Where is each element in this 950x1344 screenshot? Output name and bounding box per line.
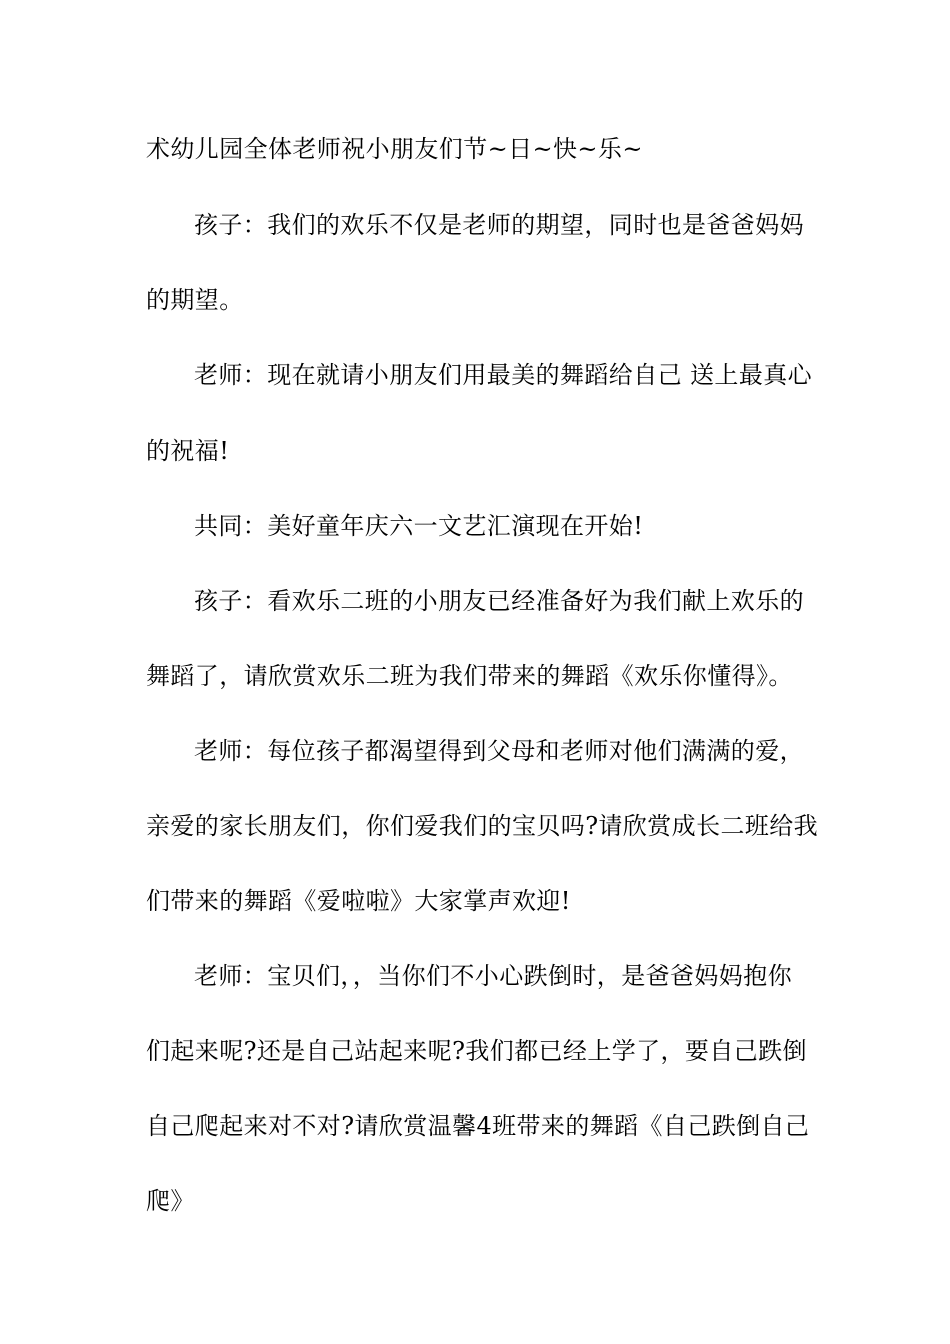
text-line: 爬》 — [146, 1187, 195, 1215]
text-line: 的期望。 — [146, 286, 244, 314]
text-line: 的祝福! — [146, 437, 230, 465]
text-line: 孩子：我们的欢乐不仅是老师的期望，同时也是爸爸妈妈 — [194, 211, 804, 239]
text-line: 亲爱的家长朋友们，你们爱我们的宝贝吗?请欣赏成长二班给我 — [146, 812, 819, 840]
text-line: 自己爬起来对不对?请欣赏温馨4班带来的舞蹈《自己跌倒自己 — [146, 1112, 810, 1140]
text-line: 老师：现在就请小朋友们用最美的舞蹈给自己 送上最真心 — [194, 361, 813, 389]
text-line: 共同：美好童年庆六一文艺汇演现在开始! — [194, 512, 644, 540]
text-line: 们起来呢?还是自己站起来呢?我们都已经上学了，要自己跌倒 — [146, 1037, 807, 1065]
text-line: 们带来的舞蹈《爱啦啦》大家掌声欢迎! — [146, 887, 571, 915]
text-line: 老师：宝贝们，，当你们不小心跌倒时，是爸爸妈妈抱你 — [194, 962, 792, 990]
text-line: 术幼儿园全体老师祝小朋友们节~日~快~乐~ — [146, 135, 643, 163]
text-line: 老师：每位孩子都渴望得到父母和老师对他们满满的爱， — [194, 737, 804, 765]
text-line: 孩子：看欢乐二班的小朋友已经准备好为我们献上欢乐的 — [194, 587, 804, 615]
text-line: 舞蹈了，请欣赏欢乐二班为我们带来的舞蹈《欢乐你懂得》。 — [146, 662, 793, 690]
